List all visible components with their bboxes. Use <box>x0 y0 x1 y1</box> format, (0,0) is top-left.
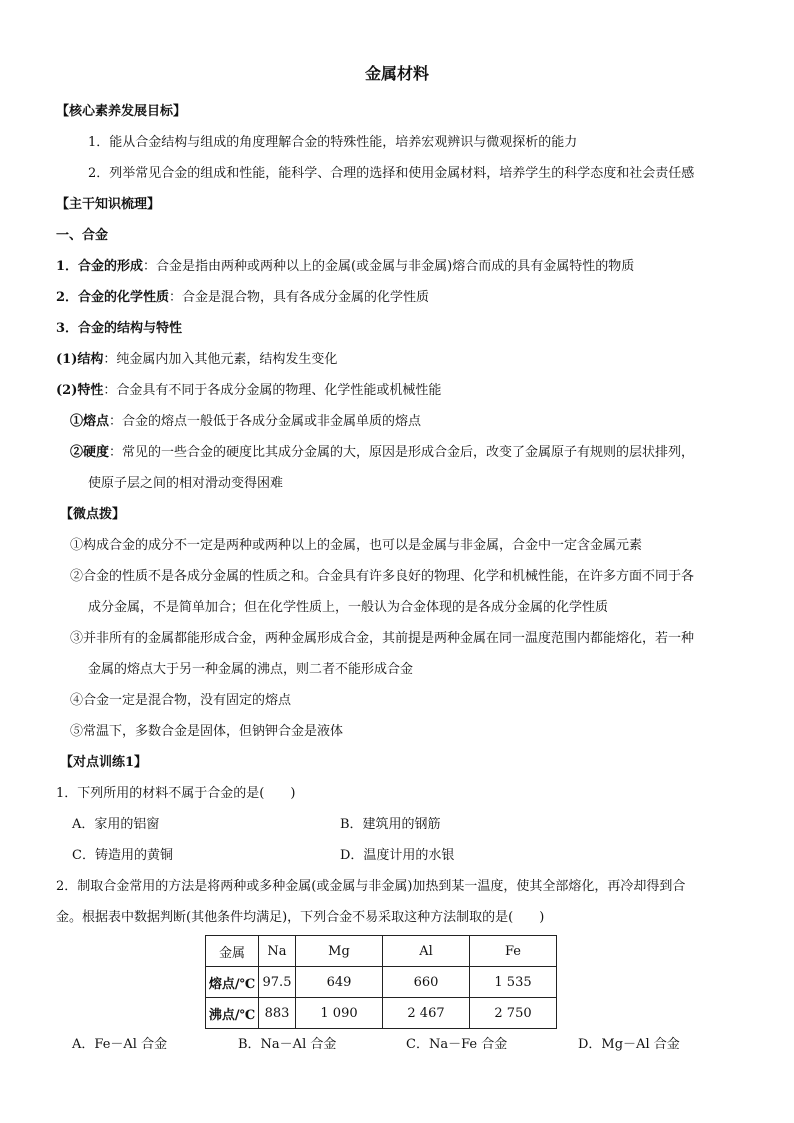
knowledge-header: 【主干知识梳理】 <box>56 197 161 212</box>
question-2-option-c: C．Na－Fe 合金 <box>406 1037 508 1052</box>
hardness-label: ②硬度 <box>70 445 110 460</box>
melting-point-line <box>70 414 421 430</box>
table-cell: 1 535 <box>470 967 557 998</box>
question-1-option-a: A．家用的铝窗 <box>72 817 160 832</box>
table-header-cell: Na <box>259 936 296 967</box>
table-cell: 2 750 <box>470 998 557 1029</box>
tip-line-5: 金属的熔点大于另一种金属的沸点，则二者不能形成合金 <box>88 662 414 677</box>
question-1-option-d: D．温度计用的水银 <box>340 848 455 863</box>
question-2-option-a: A．Fe－Al 合金 <box>72 1037 168 1052</box>
question-1-option-c: C．铸造用的黄铜 <box>72 848 173 863</box>
question-1-option-b: B．建筑用的钢筋 <box>340 817 441 832</box>
practice-header: 【对点训练1】 <box>60 755 148 770</box>
goal-item-1: 1．能从合金结构与组成的角度理解合金的特殊性能，培养宏观辨识与微观探析的能力 <box>88 135 578 150</box>
table-header-cell: Fe <box>470 936 557 967</box>
melting-point-text: ：合金的熔点一般低于各成分金属或非金属单质的熔点 <box>109 414 422 429</box>
table-row <box>206 998 557 1029</box>
property-label: (2)特性 <box>56 383 104 398</box>
property-line <box>56 383 441 399</box>
hardness-line <box>70 445 694 461</box>
question-2-stem-line1: 2．制取合金常用的方法是将两种或多种金属(或金属与非金属)加热到某一温度，使其全部熔化，再冷却得到合 <box>56 879 686 894</box>
table-cell: 熔点/℃ <box>206 967 259 998</box>
structure-label: (1)结构 <box>56 352 104 367</box>
property-text: ：合金具有不同于各成分金属的物理、化学性能或机械性能 <box>103 383 442 398</box>
point-2 <box>56 290 429 306</box>
table-cell: 2 467 <box>383 998 470 1029</box>
table-cell: 649 <box>296 967 383 998</box>
table-header-row <box>206 936 557 967</box>
goal-item-2: 2．列举常见合金的组成和性能，能科学、合理的选择和使用金属材料，培养学生的科学态度和社会责任感 <box>88 166 695 181</box>
tip-line-2: ②合金的性质不是各成分金属的性质之和。合金具有许多良好的物理、化学和机械性能，在许多方面不同于各 <box>70 569 695 584</box>
tip-line-4: ③并非所有的金属都能形成合金，两种金属形成合金，其前提是两种金属在同一温度范围内都能熔化，若一种 <box>70 631 695 646</box>
table-cell: 1 090 <box>296 998 383 1029</box>
point-2-text: ：合金是混合物，具有各成分金属的化学性质 <box>169 290 430 305</box>
tips-header: 【微点拨】 <box>60 507 126 522</box>
point-1-label: 1．合金的形成 <box>56 259 144 274</box>
tip-line-3: 成分金属，不是简单加合；但在化学性质上，一般认为合金体现的是各成分金属的化学性质 <box>88 600 609 615</box>
table-cell: 883 <box>259 998 296 1029</box>
table-row <box>206 967 557 998</box>
melting-point-label: ①熔点 <box>70 414 110 429</box>
point-1-text: ：合金是指由两种或两种以上的金属(或金属与非金属)熔合而成的具有金属特性的物质 <box>143 259 635 274</box>
tip-line-1: ①构成合金的成分不一定是两种或两种以上的金属，也可以是金属与非金属，合金中一定含金属元素 <box>70 538 643 553</box>
metal-property-table <box>205 935 557 1029</box>
section-alloy-heading: 一、合金 <box>56 228 109 243</box>
table-cell: 660 <box>383 967 470 998</box>
table-header-cell: Mg <box>296 936 383 967</box>
table-header-cell: Al <box>383 936 470 967</box>
page-title: 金属材料 <box>364 64 429 83</box>
tip-line-7: ⑤常温下，多数合金是固体，但钠钾合金是液体 <box>70 724 344 739</box>
structure-line <box>56 352 337 368</box>
structure-text: ：纯金属内加入其他元素，结构发生变化 <box>103 352 338 367</box>
table-header-cell: 金属 <box>206 936 259 967</box>
point-3: 3．合金的结构与特性 <box>56 321 183 336</box>
tip-line-6: ④合金一定是混合物，没有固定的熔点 <box>70 693 292 708</box>
question-2-option-b: B．Na－Al 合金 <box>238 1037 337 1052</box>
question-2-option-d: D．Mg－Al 合金 <box>578 1037 680 1052</box>
question-2-stem-line2: 金。根据表中数据判断(其他条件均满足)，下列合金不易采取这种方法制取的是( ) <box>56 910 545 925</box>
point-1 <box>56 259 634 275</box>
hardness-text: ：常见的一些合金的硬度比其成分金属的大，原因是形成合金后，改变了金属原子有规则的层状排列， <box>109 445 695 460</box>
hardness-text-cont: 使原子层之间的相对滑动变得困难 <box>88 476 284 491</box>
table-cell: 97.5 <box>259 967 296 998</box>
question-1-stem: 1．下列所用的材料不属于合金的是( ) <box>56 786 296 801</box>
table-cell: 沸点/℃ <box>206 998 259 1029</box>
goals-header: 【核心素养发展目标】 <box>56 104 187 119</box>
point-2-label: 2．合金的化学性质 <box>56 290 170 305</box>
